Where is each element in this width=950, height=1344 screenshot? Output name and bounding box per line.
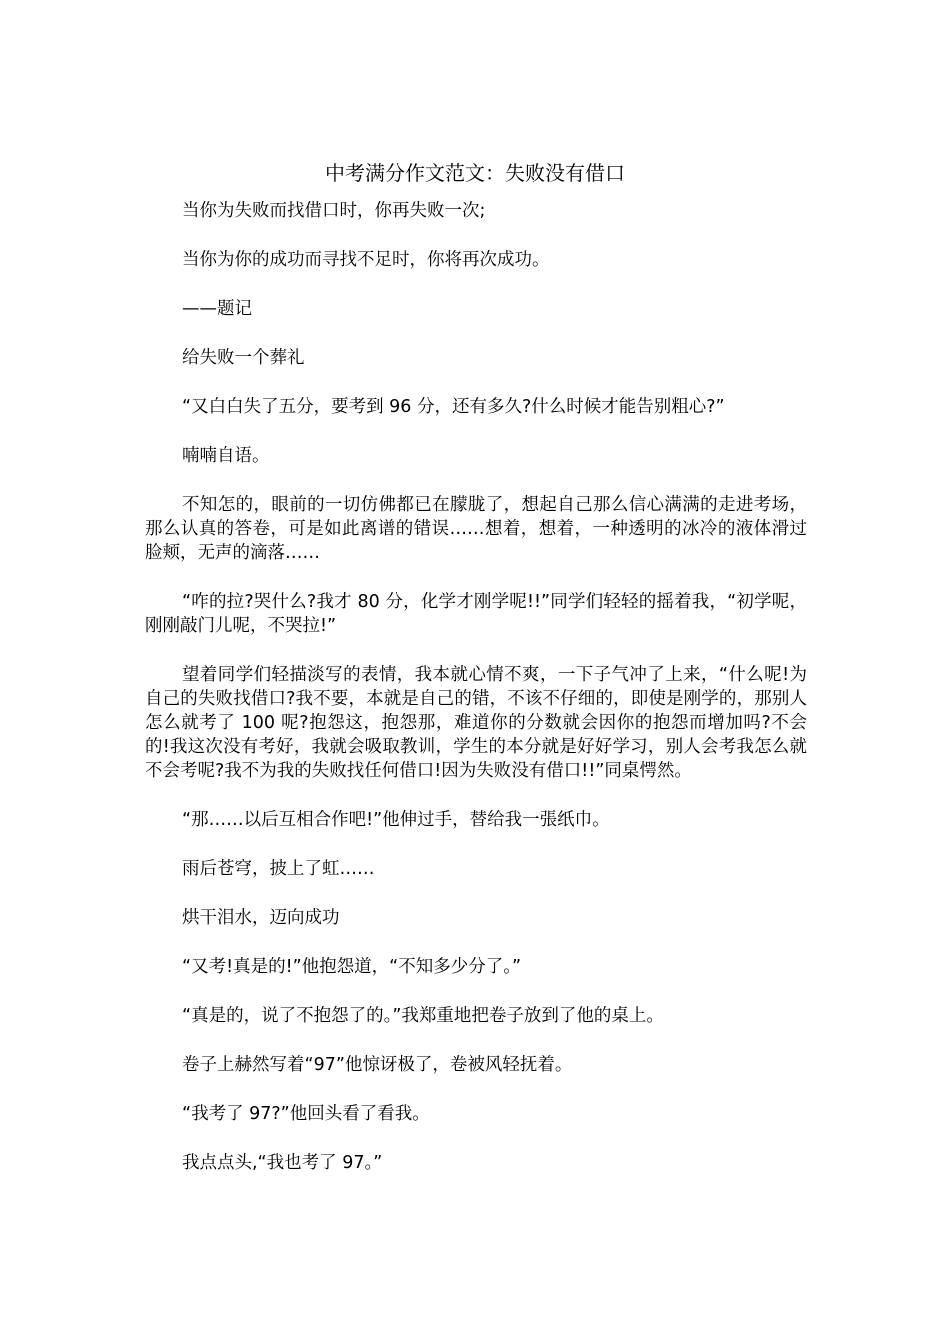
paragraph: “咋的拉?哭什么?我才 80 分，化学才刚学呢!!”同学们轻轻的摇着我，“初学呢，刚刚敲门儿呢，不哭拉!” — [145, 592, 807, 636]
paragraph: “真是的，说了不抱怨了的。”我郑重地把卷子放到了他的桌上。 — [182, 1006, 664, 1026]
paragraph: 我点点头,“我也考了 97。” — [182, 1153, 383, 1173]
section-heading-success: 烘干泪水，迈向成功 — [182, 908, 340, 928]
paragraph: 卷子上赫然写着“97”他惊讶极了，卷被风轻抚着。 — [182, 1055, 573, 1075]
paragraph: 望着同学们轻描淡写的表情，我本就心情不爽，一下子气冲了上来，“什么呢!为自己的失败找借口?我不要，本就是自己的错，不该不仔细的，即使是刚学的，那别人怎么就考了 100 呢?抱怨这，抱怨那，难道你的分数就会因你的抱怨而增加吗?不会的!我这次没有考好，我就会吸取教训，学生的本分就是好好学习，别人会考我怎么就不会考呢?我不为我的失败找任何借口!因为失败没有借口!!”同桌愕然。 — [145, 665, 807, 781]
paragraph: “那……以后互相合作吧!”他伸过手，替给我一張纸巾。 — [182, 810, 610, 830]
paragraph-epigraph-label: ——题记 — [182, 299, 252, 319]
paragraph: “又考!真是的!”他抱怨道，“不知多少分了。” — [182, 957, 522, 977]
paragraph-epigraph-2: 当你为你的成功而寻找不足时，你将再次成功。 — [182, 250, 550, 270]
paragraph: “我考了 97?”他回头看了看我。 — [182, 1104, 430, 1124]
paragraph: 喃喃自语。 — [182, 446, 270, 466]
paragraph: 不知怎的，眼前的一切仿佛都已在朦胧了，想起自己那么信心满满的走进考场，那么认真的答卷，可是如此离谱的错误……想着，想着，一种透明的冰冷的液体滑过脸颊，无声的滴落…… — [145, 495, 807, 563]
paragraph-epigraph-1: 当你为失败而找借口时，你再失败一次; — [182, 201, 486, 221]
paragraph: 雨后苍穹，披上了虹…… — [182, 859, 375, 879]
document-body — [145, 199, 807, 1200]
paragraph: “又白白失了五分，要考到 96 分，还有多久?什么时候才能告别粗心?” — [182, 397, 725, 417]
section-heading-funeral: 给失败一个葬礼 — [182, 348, 305, 368]
document-title: 中考满分作文范文：失败没有借口 — [325, 161, 625, 185]
